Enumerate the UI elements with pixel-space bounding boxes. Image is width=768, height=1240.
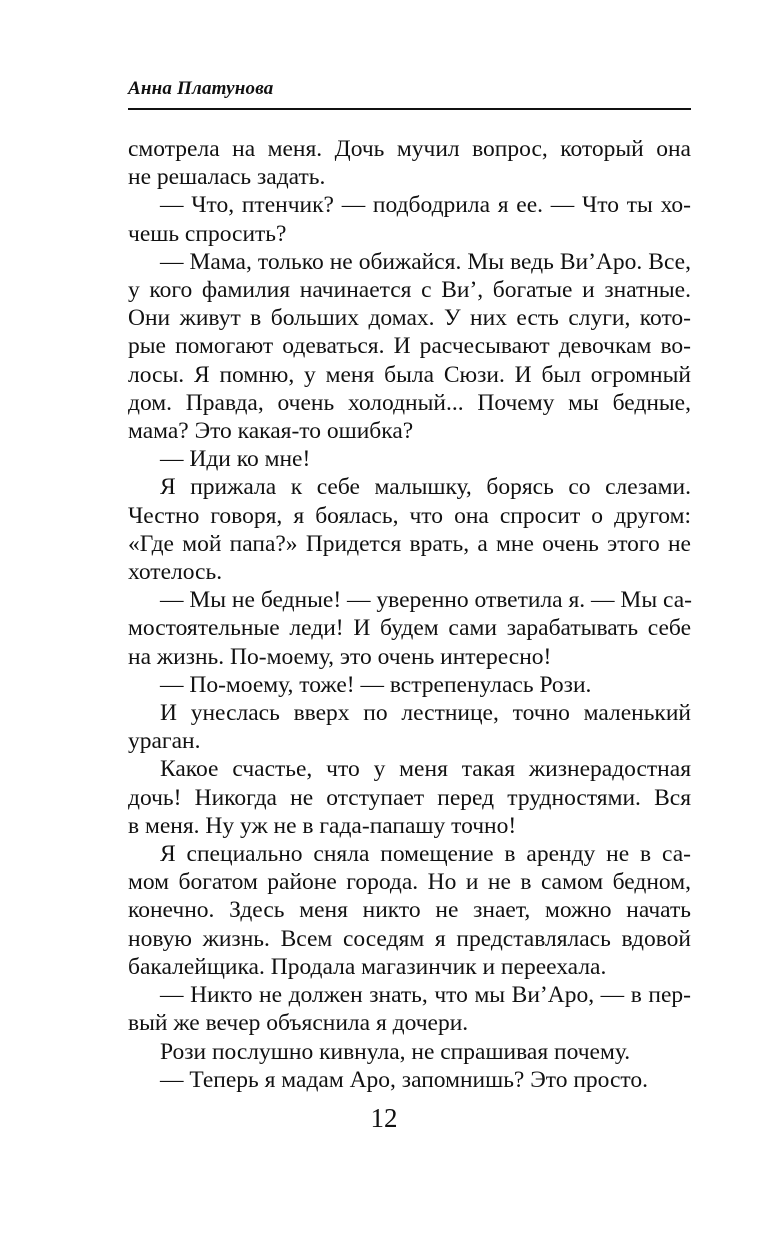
text-line: Они живут в больших домах. У них есть слуги, кото- [128,305,691,332]
text-line: мостоятельные леди! И будем сами зарабатывать себе [128,615,691,642]
text-line: мама? Это какая-то ошибка? [128,418,414,445]
text-line: на жизнь. По-моему, это очень интересно! [128,643,552,670]
text-line: «Где мой папа?» Придется врать, а мне очень этого не [128,530,691,557]
text-line: Рози послушно кивнула, не спрашивая почему. [160,1038,631,1065]
text-line: Я специально сняла помещение в аренду не в са- [160,841,691,868]
text-line: чешь спросить? [128,220,287,247]
text-line: — Что, птенчик? — подбодрила я ее. — Что ты хо- [160,192,691,219]
text-line: новую жизнь. Всем соседям я представлялась вдовой [128,925,691,952]
text-line: вый же вечер объяснила я дочери. [128,1010,469,1037]
text-line: бакалейщика. Продала магазинчик и переехала. [128,953,607,980]
text-line: ураган. [128,728,201,755]
text-line: дочь! Никогда не отступает перед трудностями. Вся [128,784,691,811]
text-line: Я прижала к себе малышку, борясь со слезами. [160,474,691,501]
text-line: в меня. Ну уж не в гада-папашу точно! [128,812,517,839]
text-line: — Мы не бедные! — уверенно ответила я. — Мы са- [160,587,692,614]
text-line: — Иди ко мне! [160,446,311,473]
text-line: Какое счастье, что у меня такая жизнерадостная [160,756,691,783]
page-number: 12 [370,1103,398,1133]
text-line: — По-моему, тоже! — встрепенулась Рози. [160,671,592,698]
text-line: И унеслась вверх по лестнице, точно маленький [160,700,691,727]
text-line: — Мама, только не обижайся. Мы ведь Ви’Аро. Все, [160,248,691,275]
text-line: Честно говоря, я боялась, что она спросит о другом: [128,502,691,529]
text-line: рые помогают одеваться. И расчесывают девочкам во- [128,333,691,360]
body-text [128,135,691,1094]
text-line: хотелось. [128,559,223,586]
header-rule [128,108,691,110]
text-line: — Никто не должен знать, что мы Ви’Аро, — в пер- [160,982,691,1009]
text-line: мом богатом районе города. Но и не в самом бедном, [128,869,691,896]
text-line: — Теперь я мадам Аро, запомнишь? Это просто. [160,1066,648,1093]
text-line: не решалась задать. [128,164,326,191]
text-line: лосы. Я помню, у меня была Сюзи. И был огромный [128,361,691,388]
text-line: смотрела на меня. Дочь мучил вопрос, который она [128,136,691,162]
text-line: дом. Правда, очень холодный... Почему мы бедные, [128,389,691,416]
text-line: у кого фамилия начинается с Ви’, богатые и знатные. [128,277,691,304]
running-head-author: Анна Платунова [128,78,274,99]
text-line: конечно. Здесь меня никто не знает, можно начать [128,897,691,924]
